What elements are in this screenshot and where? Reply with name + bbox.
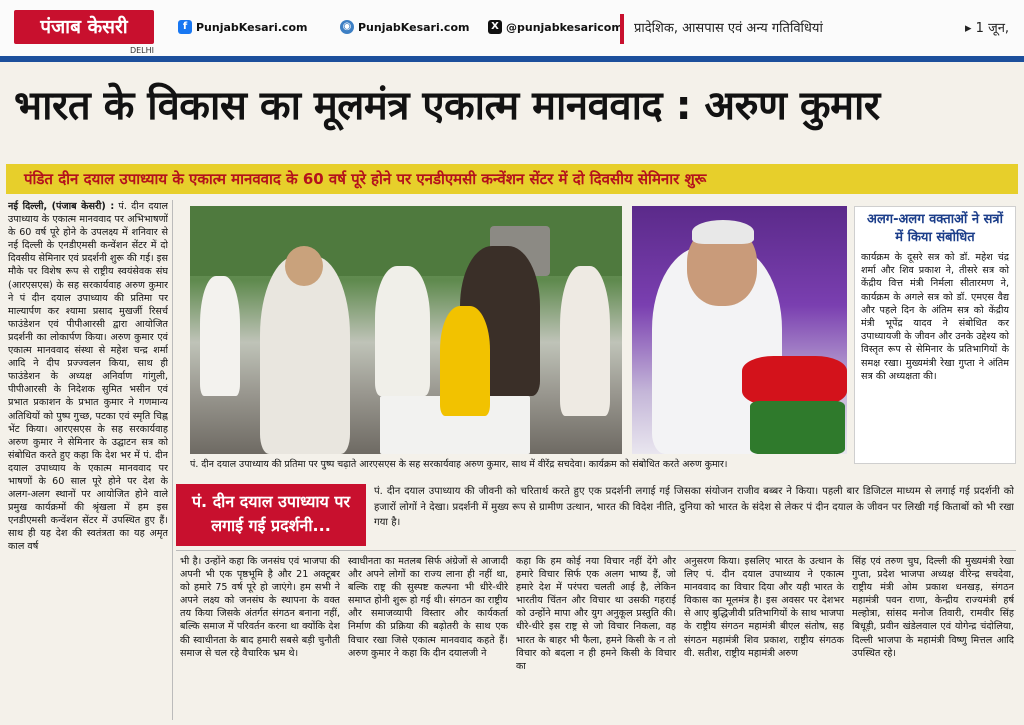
photo-speaker [632,206,847,454]
subheadline: पंडित दीन दयाल उपाध्याय के एकात्म मानववाद के 60 वर्ष पूरे होने पर एनडीएमसी कन्वेंशन सेंटर में दो दिवसीय सेमिनार शुरू [24,170,707,188]
article-column-3: स्वाधीनता का मतलब सिर्फ अंग्रेजों से आजादी और अपने लोगों का राज्य लाना ही नहीं था, बल्कि राष्ट्र की सुस्पष्ट कल्पना भी धीरे-धीरे समाप्त होनी शुरू हो गई थी। संगठन का राष्ट्रीय और समाजव्यापी विस्तार और कार्यकर्ता निर्माण की प्रक्रिया की बढ़ोतरी के साथ एक विचार रखा जिसे एकात्म मानववाद कहते हैं।अरुण कुमार ने कहा कि दीन दयालजी ने [348,556,508,659]
x-link[interactable] [488,20,623,34]
website-handle: PunjabKesari.com [358,20,470,34]
facebook-link[interactable] [178,20,307,34]
section-label: प्रादेशिक, आसपास एवं अन्य गतिविधियां [620,14,823,44]
exhibition-text: पं. दीन दयाल उपाध्याय की जीवनी को चरितार्थ करते हुए एक प्रदर्शनी लगाई गई जिसका संयोजन राजीव बब्बर ने किया। पहली बार डिजिटल माध्यम से लगाई गई प्रदर्शनी को हजारों लोगों ने देखा। प्रदर्शनी में मुख्य रूप से ग्रामीण उत्थान, भारत की विदेश नीति, दुनिया को भारत के संदेश से लेकर पं दीन दयाल के जीवन पर लिखी गई किताबों को भी रखा गया है। [374,486,1014,528]
sidebar-text: कार्यक्रम के दूसरे सत्र को डॉ. महेश चंद्र शर्मा और शिव प्रकाश ने, तीसरे सत्र को केंद्रीय वित्त मंत्री निर्मला सीतारमण ने, कार्यक्रम के अगले सत्र को डॉ. एमएस वैद्य और पहले दिन के अंतिम सत्र को केंद्रीय मंत्री भूपेंद्र यादव ने संबोधित कर उपाध्यायजी के जीवन और उनके उद्देश्य को विस्तृत रूप से सेमिनार के प्रतिभागियों के समक्ष रखा। मुख्यमंत्री रेखा गुप्ता ने अंतिम सत्र की अध्यक्षता की। [861,252,1009,382]
website-link[interactable] [340,20,469,34]
date-label: ▸ 1 जून, [965,21,1010,36]
x-handle: @punjabkesaricom [506,20,623,34]
article-column-2: भी है। उन्होंने कहा कि जनसंघ एवं भाजपा की अपनी भी एक पृष्ठभूमि है और 21 अक्टूबर को हमारे 75 वर्ष पूरे हो जाएंगे। हम सभी ने अपने लक्ष्य को जनसंघ के स्थापना के वक्त तय किया जिसके अंतर्गत संगठन बनाना नहीं, बल्कि समाज में परिवर्तन करना था क्योंकि देश की स्वाधीनता के बाद हमारी सबसे बड़ी चुनौती समाज से चल रहे वैचारिक भ्रम थे। [180,556,340,659]
article-column-4: कहा कि हम कोई नया विचार नहीं देंगे और हमारे विचार सिर्फ एक अलग भाष्य हैं, जो हमारे देश में परंपरा चलती आई है, लेकिन भारतीय चिंतन और विचार था उसकी गहराई को उन्होंने मापा और युग अनुकूल प्रस्तुति की। धीरे-धीरे इस राष्ट्र से जो विचार निकला, वह भारत के बाहर भी फैला, हमने किसी के न तो विचार को बदला न ही हमने किसी के विचार का [516,556,676,672]
headline: भारत के विकास का मूलमंत्र एकात्म मानववाद : अरुण कुमार [14,83,880,129]
column-divider [172,200,173,720]
photo-statue-tribute [190,206,622,454]
article-column-6: सिंह एवं तरुण चुघ, दिल्ली की मुख्यमंत्री रेखा गुप्ता, प्रदेश भाजपा अध्यक्ष वीरेन्द्र सचदेवा, राष्ट्रीय मंत्री ओम प्रकाश धनखड़, संगठन महामंत्री पवन राणा, केन्द्रीय राज्यमंत्री हर्ष मल्होत्रा, सांसद मनोज तिवारी, रामवीर सिंह बिधूड़ी, प्रवीन खंडेलवाल एवं योगेन्द्र चंदोलिया, दिल्ली भाजपा के महामंत्री विष्णु मित्तल आदि उपस्थित रहे। [852,556,1014,659]
section-divider [176,550,1016,551]
facebook-icon: f [178,20,192,34]
sidebar-box [854,206,1016,464]
article-column-5: अनुसरण किया। इसलिए भारत के उत्थान के लिए पं. दीन दयाल उपाध्याय ने एकात्म मानववाद का विचार दिया और यही भारत के विकास का मूलमंत्र है। इस अवसर पर देशभर से आए बुद्धिजीवी प्रतिभागियों के साथ भाजपा के राष्ट्रीय संगठन महामंत्री बीएल संतोष, सह संगठन महामंत्री शिव प्रकाश, राष्ट्रीय संगठक वी. सतीश, राष्ट्रीय महामंत्री अरुण [684,556,844,659]
facebook-handle: PunjabKesari.com [196,20,308,34]
column-1-text: पं. दीन दयाल उपाध्याय के एकात्म मानववाद पर अभिभाषणों के 60 वर्ष पूरे होने के उपलक्ष्य में शनिवार से नई दिल्ली के एनडीएमसी कन्वेंशन सेंटर में दो दिवसीय सेमिनार एवं प्रदर्शनी शुरू की गई। इस मौके पर विशेष रूप से राष्ट्रीय स्वयंसेवक संघ (आरएसएस) के सह सरकार्यवाह अरुण कुमार ने पं दीन दयाल उपाध्याय की प्रतिमा पर माल्यार्पण कर श्यामा प्रसाद मुखर्जी रिसर्च फाउंडेशन एवं पीपीआरसी द्वारा आयोजित प्रदर्शनी का लोकार्पण किया। अरुण कुमार एवं एकात्म मानववाद संस्था से महेश चन्द्र शर्मा आदि ने दीप प्रज्ज्वलन किया, साथ ही फाउंडेशन के अध्यक्ष अनिर्वाण गांगुली, पीपीआरसी के निदेशक सुमित भसीन एवं प्रभात प्रकाशन के प्रभात कुमार ने गणमान्य अतिथियों को पुष्प गुच्छ, पटका एवं स्मृति चिह्न भेंट किया। आरएसएस के सह सरकार्यवाह अरुण कुमार ने सेमिनार के उद्घाटन सत्र को संबोधित करते हुए कहा कि देश भर में पं. दीन दयाल उपाध्याय के एकात्म मानववाद पर भाषणों के 60 साल पूरे होने पर देश के अलग-अलग स्थानों पर आयोजित होने वाले प्रमुख कार्यक्रमों की श्रृंखला में हम इस एनडीएमसी कन्वेंशन सेंटर में उपस्थित हुए हैं। साथ ही यह देश की स्वतंत्रता का यह अमृत काल वर्ष [8,201,168,553]
globe-icon: ◉ [340,20,354,34]
x-icon: X [488,20,502,34]
exhibition-label-box: पं. दीन दयाल उपाध्याय पर लगाई गई प्रदर्शनी... [176,484,366,546]
sidebar-title: अलग-अलग वक्ताओं ने सत्रों में किया संबोधित [867,212,1003,245]
article-column-1 [8,200,168,720]
photo-caption: पं. दीन दयाल उपाध्याय की प्रतिमा पर पुष्प चढ़ाते आरएसएस के सह सरकार्यवाह अरुण कुमार, साथ में वीरेंद्र सचदेवा। कार्यक्रम को संबोधित करते अरुण कुमार। [190,459,728,470]
dateline: नई दिल्ली, (पंजाब केसरी) : [8,201,115,212]
newspaper-logo: पंजाब केसरी [14,10,154,44]
edition-label: DELHI [129,46,154,55]
